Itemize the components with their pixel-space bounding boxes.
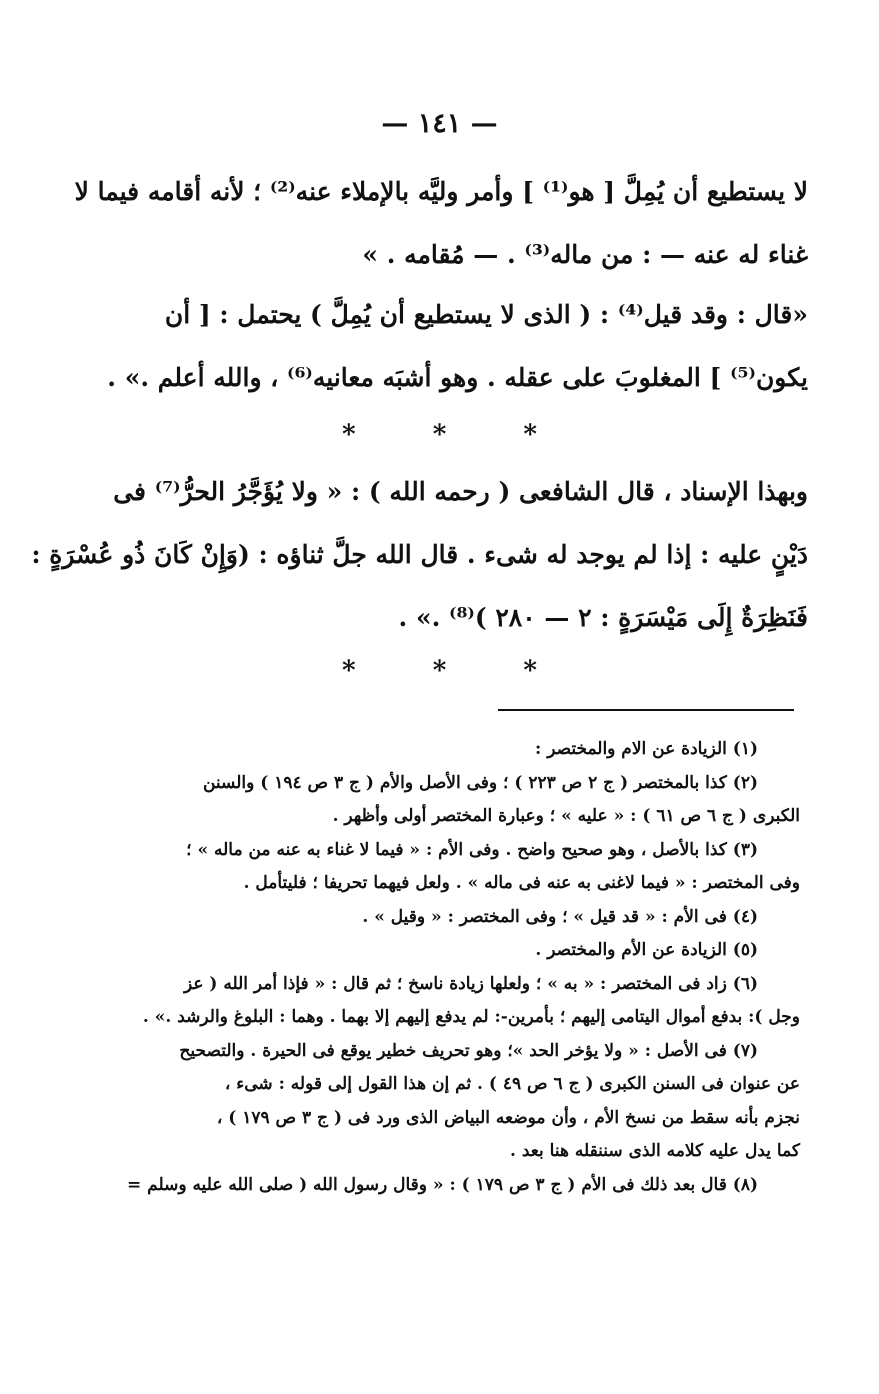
page-number: — ١٤١ — <box>381 108 498 139</box>
footnote-line: نجزم بأنه سقط من نسخ الأم ، وأن موضعه البياض الذى ورد فى ( ج ٣ ص ١٧٩ ) ، <box>216 1107 800 1128</box>
text-line: غناء له عنه — : من ماله⁽³⁾ . — مُقامه . » <box>362 240 808 269</box>
footnote-line: (٣) كذا بالأصل ، وهو صحيح واضح . وفى الأم : « فيما لا غناء به عنه من ماله » ؛ <box>186 839 758 860</box>
footnote-line: (١) الزيادة عن الام والمختصر : <box>535 739 758 759</box>
footnote-line: (٧) فى الأصل : « ولا يؤخر الحد »؛ وهو تحريف خطير يوقع فى الحيرة . والتصحيح <box>179 1040 758 1061</box>
footnotes <box>100 733 800 1202</box>
text-line: «قال : وقد قيل⁽⁴⁾ : ( الذى لا يستطيع أن يُمِلَّ ) يحتمل : [ أن <box>164 300 808 329</box>
footnote-line: وجل ): بدفع أموال اليتامى إليهم ؛ بأمرين-: لم يدفع إليهم إلا بهما . وهما : البلوغ والرشد .» . <box>142 1007 800 1027</box>
footnote-line: (٦) زاد فى المختصر : « به » ؛ ولعلها زيادة ناسخ ؛ ثم قال : « فإذا أمر الله ( عز <box>183 973 758 994</box>
section-separator: * * * <box>342 656 537 686</box>
footnote-line: الكبرى ( ج ٦ ص ٦١ ) : « عليه » ؛ وعبارة المختصر أولى وأظهر . <box>332 806 800 826</box>
footnote-line: (٥) الزيادة عن الأم والمختصر . <box>535 940 758 960</box>
text-line: فَنَظِرَةٌ إِلَى مَيْسَرَةٍ : ٢ — ٢٨٠ )⁽⁸⁾ .» . <box>398 603 808 632</box>
text-line: وبهذا الإسناد ، قال الشافعى ( رحمه الله ) : « ولا يُؤَجَّرُ الحرُّ⁽⁷⁾ فى <box>113 477 808 506</box>
section-separator: * * * <box>342 420 537 450</box>
footnote-line: (٤) فى الأم : « قد قيل » ؛ وفى المختصر : « وقيل » . <box>362 906 758 927</box>
text-line: يكون⁽⁵⁾ ] المغلوبَ على عقله . وهو أشبَه معانيه⁽⁶⁾ ، والله أعلم .» . <box>107 363 808 392</box>
text-line: لا يستطيع أن يُمِلَّ [ هو⁽¹⁾ ] وأمر وليَّه بالإملاء عنه⁽²⁾ ؛ لأنه أقامه فيما لا <box>74 177 808 206</box>
footnote-line: (٢) كذا بالمختصر ( ج ٢ ص ٢٢٣ ) ؛ وفى الأصل والأم ( ج ٣ ص ١٩٤ ) والسنن <box>202 772 758 793</box>
footnote-line: وفى المختصر : « فيما لاغنى به عنه فى ماله » . ولعل فيهما تحريفا ؛ فليتأمل . <box>243 873 800 893</box>
text-line: دَيْنٍ عليه : إذا لم يوجد له شىء . قال الله جلَّ ثناؤه : (وَإِنْ كَانَ ذُو عُسْرَةٍ : <box>31 540 808 569</box>
footnote-line: عن عنوان فى السنن الكبرى ( ج ٦ ص ٤٩ ) . ثم إن هذا القول إلى قوله : شىء ، <box>224 1074 800 1094</box>
footnote-line: كما يدل عليه كلامه الذى سننقله هنا بعد . <box>510 1141 800 1161</box>
paragraph-1 <box>74 160 808 286</box>
paragraph-2 <box>108 283 808 409</box>
footnote-divider <box>498 709 794 711</box>
paragraph-3 <box>31 460 808 649</box>
footnote-line: (٨) قال بعد ذلك فى الأم ( ج ٣ ص ١٧٩ ) : « وقال رسول الله ( صلى الله عليه وسلم = <box>126 1174 758 1195</box>
